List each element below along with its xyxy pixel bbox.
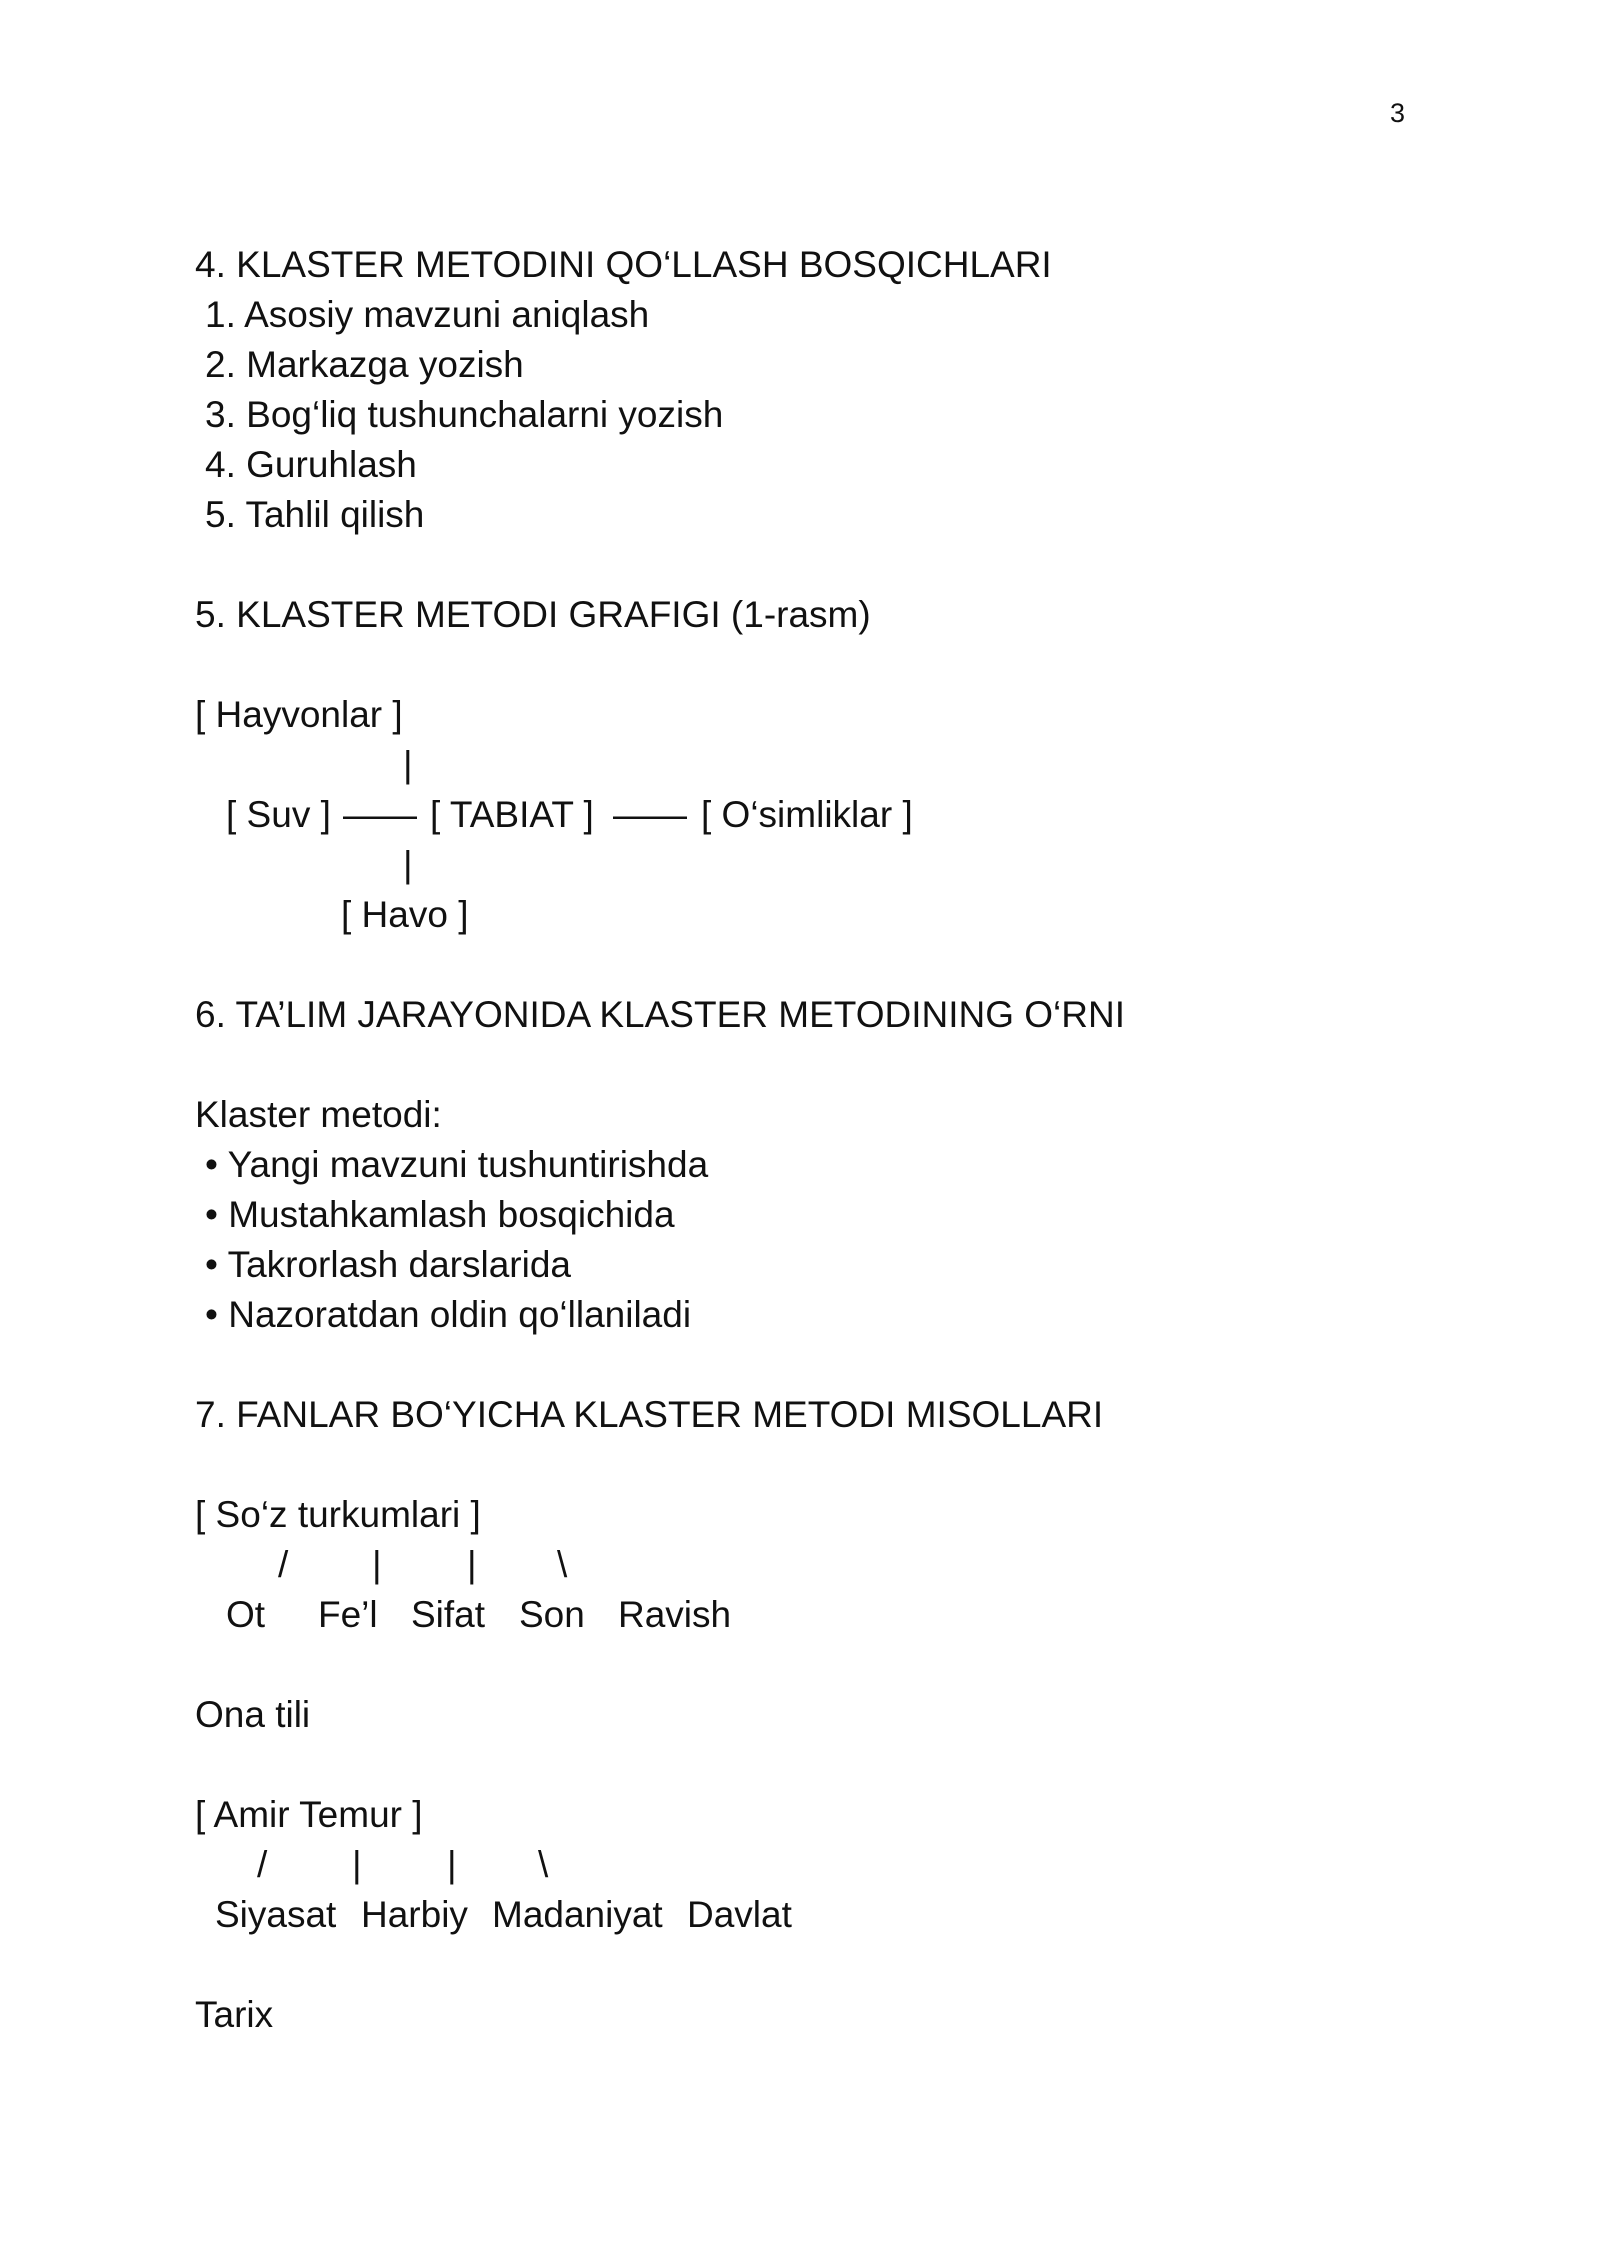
branch-connector: \	[557, 1544, 568, 1585]
step-item: 4. Guruhlash	[205, 444, 417, 485]
branch-connector: \	[538, 1844, 549, 1885]
example2-branches-row	[195, 1840, 1445, 1890]
connector-vertical: |	[403, 844, 413, 885]
cluster-diagram-row-vbar-top	[195, 740, 1445, 790]
klaster-intro: Klaster metodi:	[195, 1094, 442, 1135]
step-item: 2. Markazga yozish	[205, 344, 524, 385]
branch-connector: |	[447, 1844, 457, 1885]
section-6-heading: 6. TA’LIM JARAYONIDA KLASTER METODINING O‘RNI	[195, 994, 1125, 1035]
leaf-node: Harbiy	[361, 1894, 468, 1935]
connector-horizontal: ——	[613, 794, 687, 835]
bullet-item: • Nazoratdan oldin qo‘llaniladi	[205, 1294, 692, 1335]
node-hayvonlar: [ Hayvonlar ]	[195, 694, 403, 735]
cluster-diagram-row-top	[195, 690, 1445, 740]
leaf-node: Siyasat	[215, 1894, 337, 1935]
node-havo: [ Havo ]	[341, 894, 469, 935]
leaf-node: Davlat	[687, 1894, 792, 1935]
page-number: 3	[1390, 98, 1406, 128]
section-5-heading: 5. KLASTER METODI GRAFIGI (1-rasm)	[195, 594, 871, 635]
example1-branches-row	[195, 1540, 1445, 1590]
example1-leaves-row	[195, 1590, 1445, 1640]
connector-horizontal: ——	[343, 794, 417, 835]
leaf-node: Sifat	[411, 1594, 486, 1635]
example1-root-row	[195, 1490, 1445, 1540]
example2-leaves-row	[195, 1890, 1445, 1940]
node-tabiat: [ TABIAT ]	[430, 794, 594, 835]
node-suv: [ Suv ]	[226, 794, 331, 835]
leaf-node: Ot	[226, 1594, 266, 1635]
branch-connector: |	[372, 1544, 382, 1585]
cluster-diagram-row-vbar-bottom	[195, 840, 1445, 890]
branch-connector: /	[278, 1544, 289, 1585]
node-amir-temur: [ Amir Temur ]	[195, 1794, 423, 1835]
step-item: 1. Asosiy mavzuni aniqlash	[205, 294, 650, 335]
bullet-item: • Takrorlash darslarida	[205, 1244, 571, 1285]
branch-connector: |	[352, 1844, 362, 1885]
node-osimliklar: [ O‘simliklar ]	[701, 794, 913, 835]
cluster-diagram-row-center	[195, 790, 1445, 840]
example2-root-row	[195, 1790, 1445, 1840]
example1-subject: Ona tili	[195, 1694, 311, 1735]
bullet-item: • Yangi mavzuni tushuntirishda	[205, 1144, 709, 1185]
node-soz-turkumlari: [ So‘z turkumlari ]	[195, 1494, 481, 1535]
example2-subject: Tarix	[195, 1994, 274, 2035]
step-item: 5. Tahlil qilish	[205, 494, 425, 535]
section-7-heading: 7. FANLAR BO‘YICHA KLASTER METODI MISOLLARI	[195, 1394, 1104, 1435]
leaf-node: Ravish	[618, 1594, 732, 1635]
connector-vertical: |	[403, 744, 413, 785]
step-item: 3. Bog‘liq tushunchalarni yozish	[205, 394, 724, 435]
bullet-item: • Mustahkamlash bosqichida	[205, 1194, 675, 1235]
cluster-diagram-row-bottom	[195, 890, 1445, 940]
branch-connector: |	[467, 1544, 477, 1585]
leaf-node: Fe’l	[318, 1594, 378, 1635]
document-body	[195, 240, 1445, 2040]
leaf-node: Son	[519, 1594, 585, 1635]
section-4-heading: 4. KLASTER METODINI QO‘LLASH BOSQICHLARI	[195, 244, 1052, 285]
branch-connector: /	[257, 1844, 268, 1885]
leaf-node: Madaniyat	[492, 1894, 663, 1935]
